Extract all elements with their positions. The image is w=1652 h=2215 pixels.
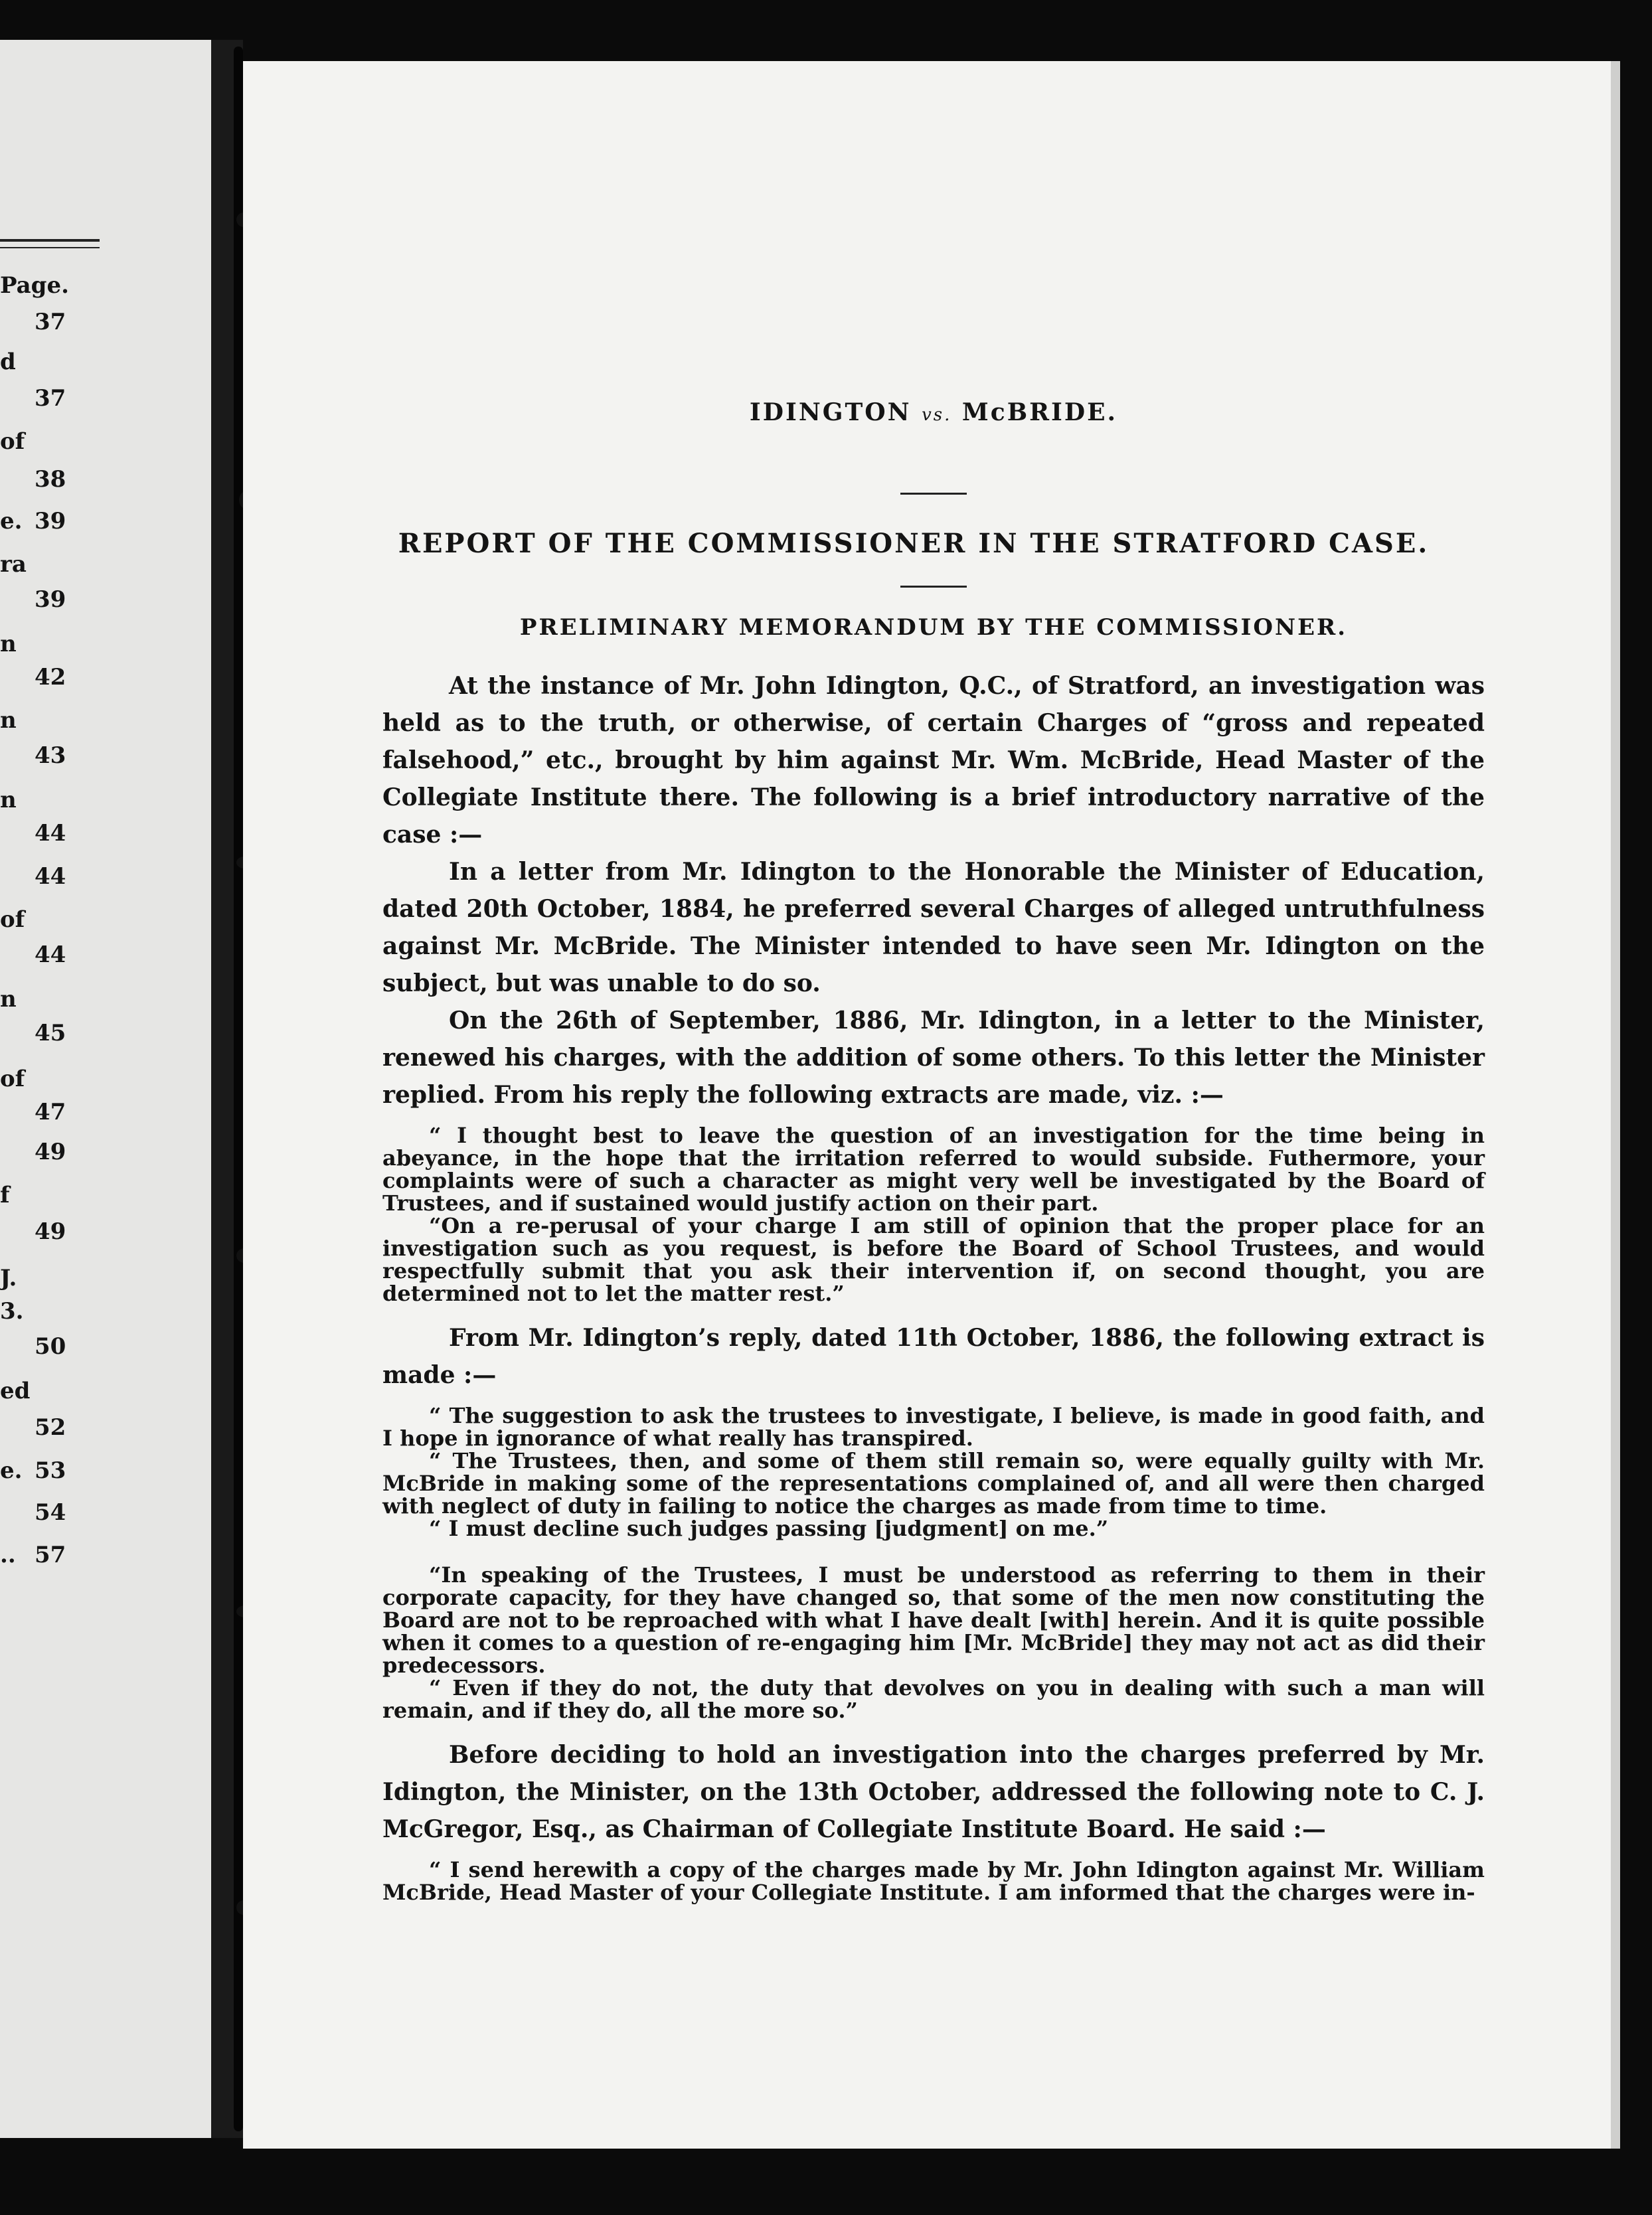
page-number: 54 xyxy=(35,1499,66,1526)
page-number: 44 xyxy=(35,863,66,890)
quote-block xyxy=(382,1858,1485,1904)
case-title xyxy=(382,398,1485,426)
quote-block xyxy=(382,1404,1485,1540)
quote-block xyxy=(382,1124,1485,1305)
page-number: 44 xyxy=(35,820,66,847)
page-number: 47 xyxy=(35,1099,66,1125)
document-body xyxy=(382,398,1485,1918)
text-fragment: e. xyxy=(0,508,23,534)
paragraph: From Mr. Idington’s reply, dated 11th October, 1886, the following extract is made :— xyxy=(382,1324,1485,1389)
page-edge xyxy=(1611,61,1620,2149)
page-number: 50 xyxy=(35,1333,66,1360)
text-fragment: n xyxy=(0,986,17,1013)
binding-edge xyxy=(234,46,243,2131)
text-fragment: of xyxy=(0,428,25,455)
text-fragment: n xyxy=(0,631,17,657)
page-number: 42 xyxy=(35,664,66,691)
page-number: 49 xyxy=(35,1218,66,1245)
page-number: 38 xyxy=(35,466,66,493)
paragraph: On the 26th of September, 1886, Mr. Idington, in a letter to the Minister, renewed his charges, with the addition of some others. To this letter the Minister replied. From his reply the following extracts are made, viz. :— xyxy=(382,1007,1485,1109)
title-right: McBRIDE. xyxy=(961,398,1118,426)
page-number: 45 xyxy=(35,1020,66,1046)
divider xyxy=(900,586,967,588)
text-fragment: .. xyxy=(0,1542,16,1568)
memo-title: PRELIMINARY MEMORANDUM BY THE COMMISSIONER. xyxy=(519,614,1348,641)
quote-paragraph: “ I send herewith a copy of the charges made by Mr. John Idington against Mr. William McBride, Head Master of your Collegiate Institute. I am informed that the charges were in- xyxy=(382,1857,1485,1905)
title-left: IDINGTON xyxy=(749,398,912,426)
text-fragment: 3. xyxy=(0,1298,24,1325)
quote-paragraph: “ Even if they do not, the duty that devolves on you in dealing with such a man will remain, and if they do, all the more so.” xyxy=(382,1675,1485,1723)
index-header: Page. xyxy=(0,272,69,299)
quote-paragraph: “On a re-perusal of your charge I am still of opinion that the proper place for an investigation such as you request, is before the Board of School Trustees, and would respectfully submit that you ask their intervention if, on second thought, you are determined not to let the matter rest.” xyxy=(382,1213,1485,1306)
paragraph: Before deciding to hold an investigation into the charges preferred by Mr. Idington, the Minister, on the 13th October, addressed the following note to C. J. McGregor, Esq., as Chairman of Collegiate Institute Board. He said :— xyxy=(382,1741,1485,1843)
paragraph: At the instance of Mr. John Idington, Q.C., of Stratford, an investigation was held as to the truth, or otherwise, of certain Charges of “gross and repeated falsehood,” etc., brought by him against Mr. Wm. McBride, Head Master of the Collegiate Institute there. The following is a brief introductory narrative of the case :— xyxy=(382,672,1485,849)
page-number: 39 xyxy=(35,508,66,534)
divider xyxy=(900,493,967,495)
page-number: 53 xyxy=(35,1457,66,1484)
left-page-index xyxy=(0,40,211,2138)
page-number: 37 xyxy=(35,309,66,335)
page-number: 52 xyxy=(35,1414,66,1441)
page-number: 57 xyxy=(35,1542,66,1568)
text-fragment: n xyxy=(0,707,17,734)
text-fragment: f xyxy=(0,1182,10,1208)
quote-paragraph: “ The suggestion to ask the trustees to investigate, I believe, is made in good faith, and I hope in ignorance of what really has transpired. xyxy=(382,1403,1485,1451)
left-page xyxy=(0,40,211,2138)
text-fragment: n xyxy=(0,787,17,813)
title-vs: vs. xyxy=(922,405,952,425)
page-number: 39 xyxy=(35,586,66,613)
quote-paragraph: “In speaking of the Trustees, I must be understood as referring to them in their corporate capacity, for they have changed so, that some of the men now constituting the Board are not to be reproached with what I have dealt [with] herein. And it is quite possible when it comes to a question of re-engaging him [Mr. McBride] they may not act as did their predecessors. xyxy=(382,1562,1485,1678)
page-number: 44 xyxy=(35,942,66,968)
page-number: 49 xyxy=(35,1139,66,1165)
report-title: REPORT OF THE COMMISSIONER IN THE STRATFORD CASE. xyxy=(398,528,1430,559)
text-fragment: of xyxy=(0,1066,25,1092)
quote-block xyxy=(382,1564,1485,1722)
paragraph: In a letter from Mr. Idington to the Honorable the Minister of Education, dated 20th October, 1884, he preferred several Charges of alleged untruthfulness against Mr. McBride. The Minister intended to have seen Mr. Idington on the subject, but was unable to do so. xyxy=(382,858,1485,997)
quote-paragraph: “ I must decline such judges passing [judgment] on me.” xyxy=(429,1516,1109,1541)
text-fragment: of xyxy=(0,906,25,933)
quote-paragraph: “ The Trustees, then, and some of them still remain so, were equally guilty with Mr. McBride in making some of the representations complained of, and all were then charged with neglect of duty in failing to notice the charges as made from time to time. xyxy=(382,1448,1485,1518)
text-fragment: J. xyxy=(0,1265,17,1291)
text-fragment: ed xyxy=(0,1378,31,1404)
page-number: 37 xyxy=(35,385,66,412)
text-fragment: d xyxy=(0,349,16,375)
text-fragment: e. xyxy=(0,1457,23,1484)
quote-paragraph: “ I thought best to leave the question of an investigation for the time being in abeyance, in the hope that the irritation referred to would subside. Futhermore, your complaints were of such a character as might very well be investigated by the Board of Trustees, and if sustained would justify action on their part. xyxy=(382,1123,1485,1216)
text-fragment: ra xyxy=(0,551,27,578)
page-number: 43 xyxy=(35,742,66,769)
